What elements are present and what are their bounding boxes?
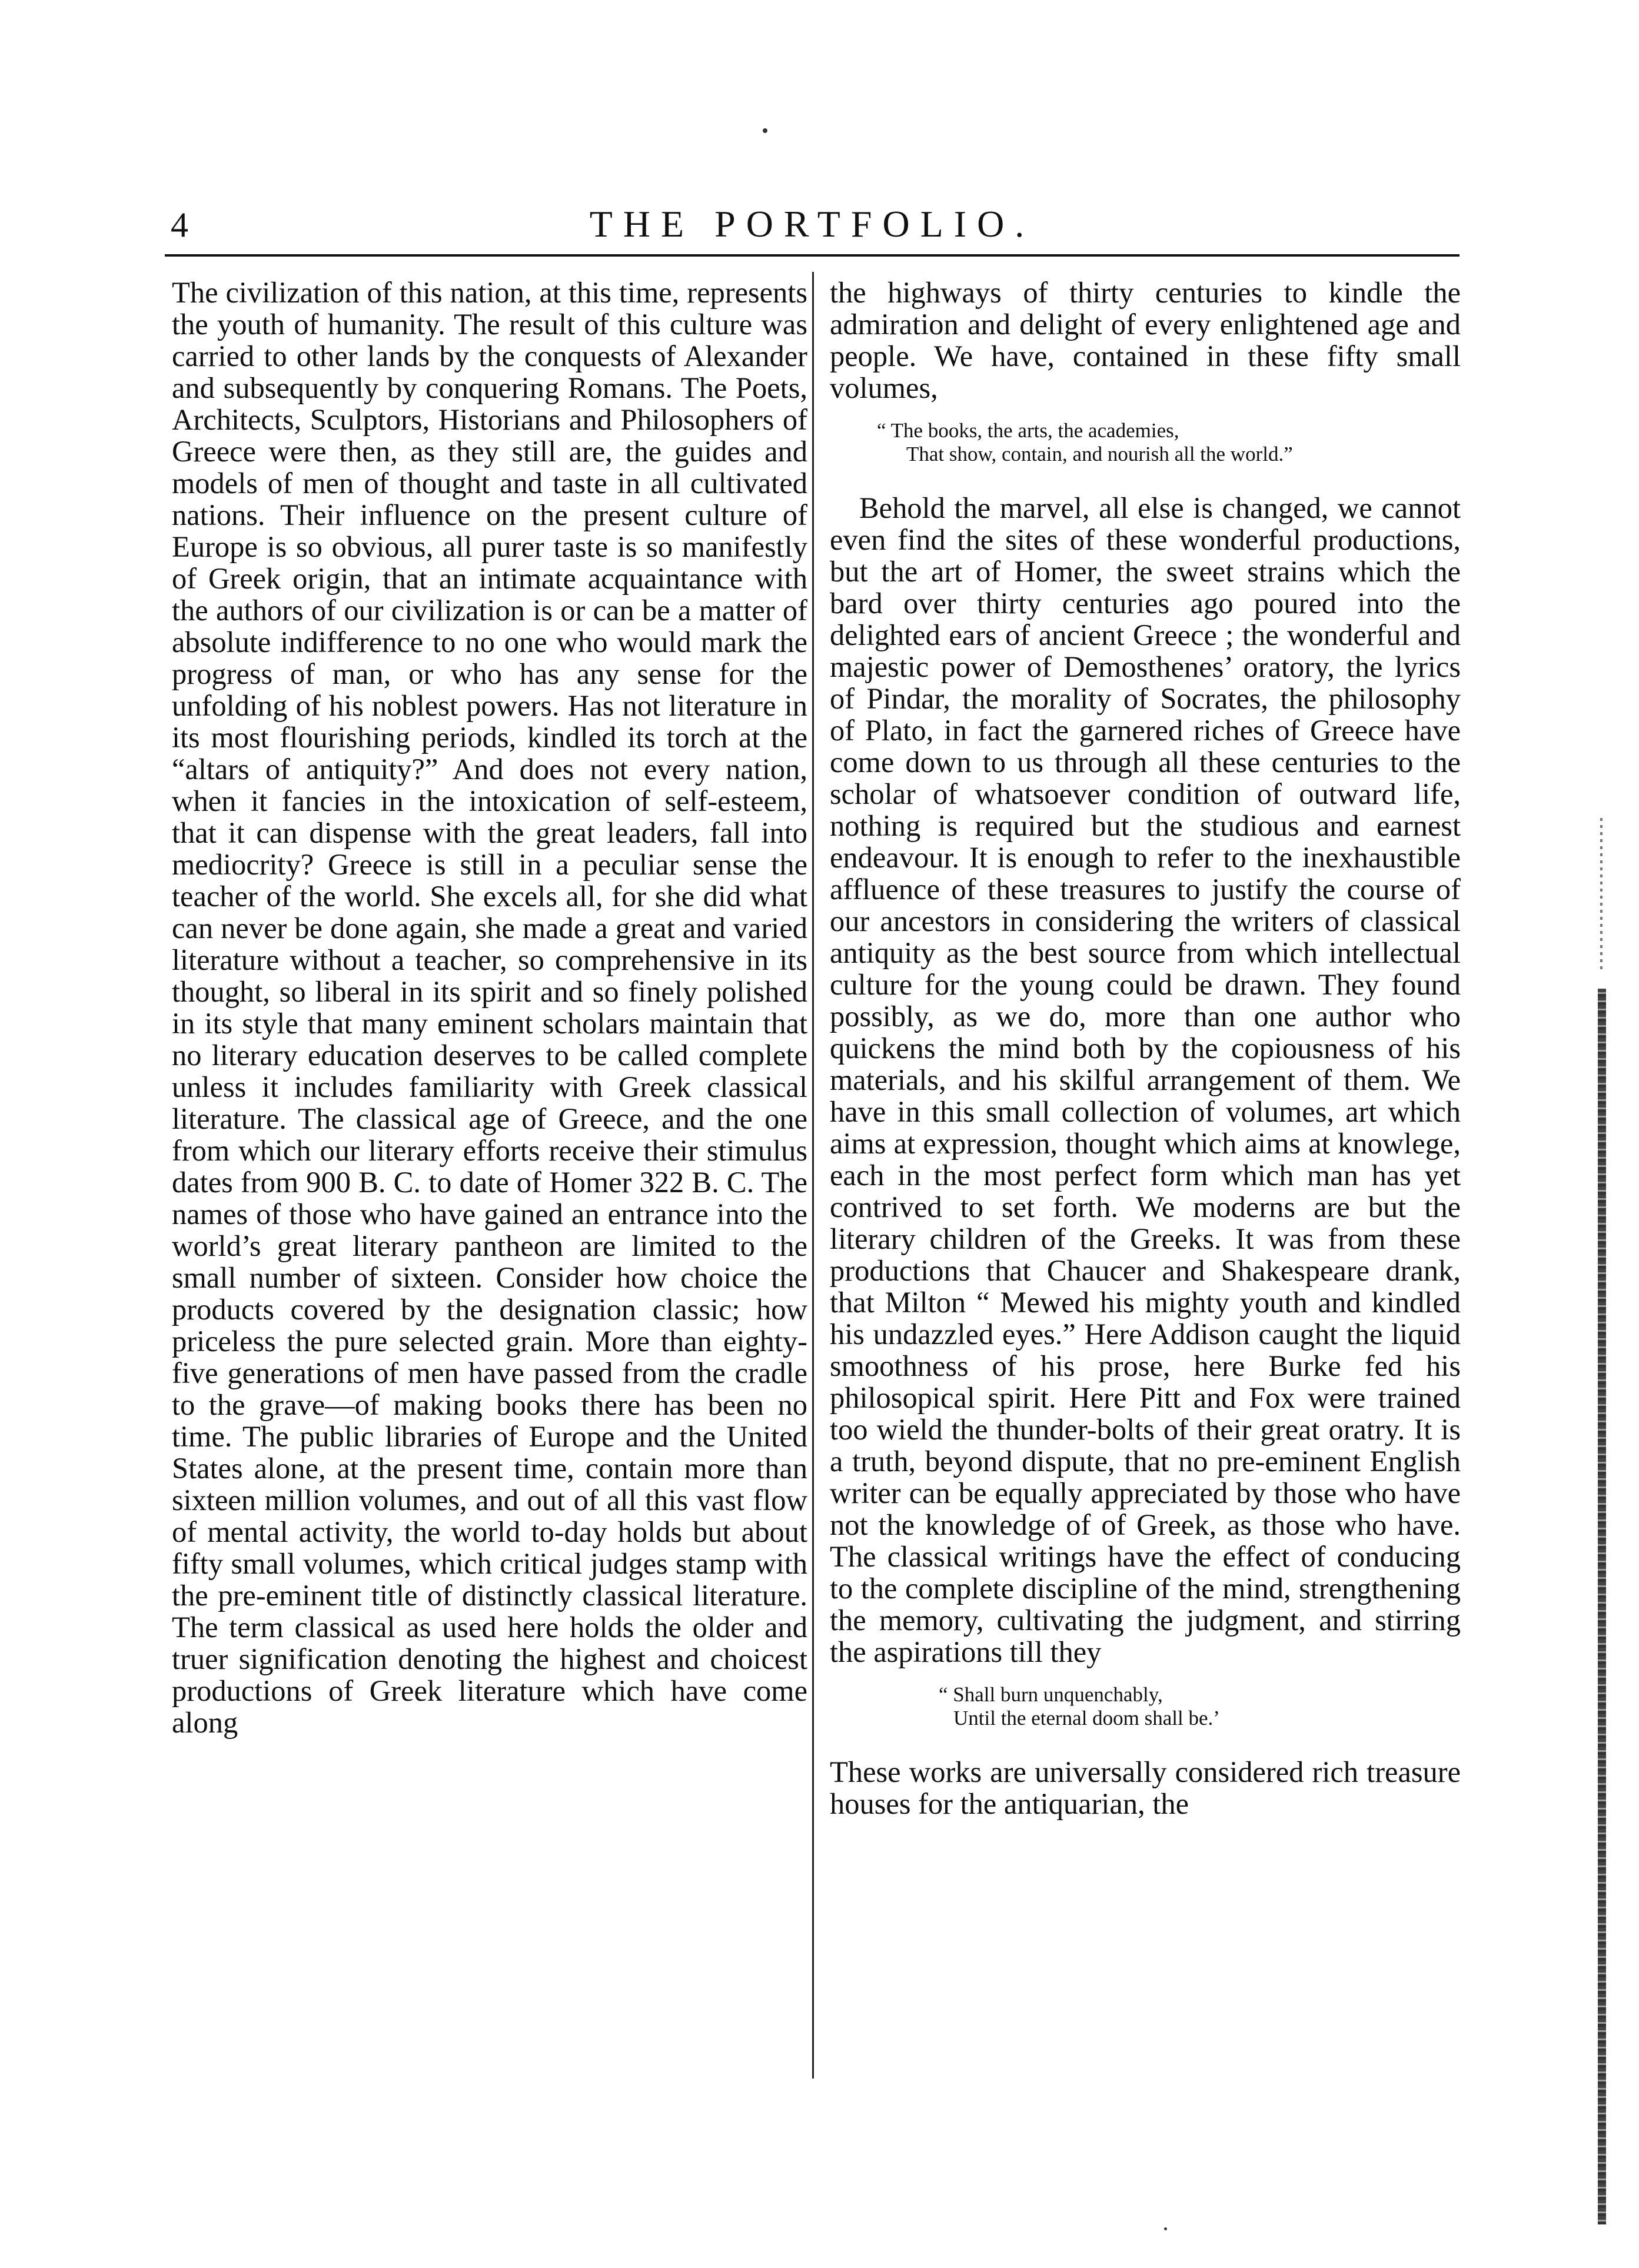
print-speck <box>1164 2227 1167 2230</box>
scan-edge-shadow <box>1598 989 1606 2224</box>
right-column <box>830 277 1461 1820</box>
verse-quote-2-line-2: Until the eternal doom shall be.’ <box>953 1707 1220 1730</box>
page-header <box>165 200 1460 257</box>
column-divider <box>812 272 814 2079</box>
right-column-paragraph-2: Behold the marvel, all else is changed, we cannot even find the sites of these wonderful productions, but the art of Homer, the sweet strains which the bard over thirty centuries ago poured into the delighted ears of ancient Greece ; the wonderful and majestic power of Demosthenes’ oratory, the lyrics of Pindar, the morality of Socrates, the philosophy of Plato, in fact the garnered riches of Greece have come down to us through all these centuries to the scholar of whatsoever condition of outward life, nothing is required but the studious and earnest endeavour. It is enough to refer to the inexhaustible affluence of these treasures to justify the course of our ancestors in considering the writers of classical antiquity as the best source from which intellectual culture for the young could be drawn. They found possibly, as we do, more than one author who quickens the mind both by the copiousness of his materials, and his skilful arrangement of them. We have in this small collection of volumes, art which aims at expression, thought which aims at knowlege, each in the most perfect form which man has yet contrived to set forth. We moderns are but the literary children of the Greeks. It was from these productions that Chaucer and Shakespeare drank, that Milton “ Mewed his mighty youth and kindled his undazzled eyes.” Here Addison caught the liquid smoothness of his prose, here Burke fed his philosopical spirit. Here Pitt and Fox were trained too wield the thunder-bolts of their great oratry. It is a truth, beyond dispute, that no pre-eminent English writer can be equally appreciated by those who have not the knowledge of of Greek, as those who have. The classical writings have the effect of conducing to the complete discipline of the mind, strengthening the memory, cultivating the judgment, and stirring the aspirations till they <box>830 491 1461 1668</box>
page-number: 4 <box>171 205 188 244</box>
running-title: THE PORTFOLIO. <box>589 203 1035 245</box>
right-column-paragraph-3: These works are universally considered rich treasure houses for the antiquarian, the <box>830 1755 1461 1820</box>
verse-quote-1-line-1: “ The books, the arts, the academies, <box>877 419 1179 442</box>
verse-quote-1 <box>830 419 1461 466</box>
verse-quote-2-line-1: “ Shall burn unquenchably, <box>939 1683 1163 1706</box>
verse-quote-1-line-2: That show, contain, and nourish all the world.” <box>906 443 1293 465</box>
left-column <box>172 277 807 1738</box>
verse-quote-2 <box>830 1683 1461 1730</box>
scan-edge-marks <box>1600 818 1603 971</box>
left-column-text: The civilization of this nation, at this time, represents the youth of humanity. The result of this culture was carried to other lands by the conquests of Alexander and subsequently by conquering Romans. The Poets, Architects, Sculptors, Historians and Philosophers of Greece were then, as they still are, the guides and models of men of thought and taste in all cultivated nations. Their influence on the present culture of Europe is so obvious, all purer taste is so manifestly of Greek origin, that an intimate acquaintance with the authors of our civilization is or can be a matter of absolute indifference to no one who would mark the progress of man, or who has any sense for the unfolding of his noblest powers. Has not literature in its most flourishing periods, kindled its torch at the “altars of antiquity?” And does not every nation, when it fancies in the intoxication of self-esteem, that it can dispense with the great leaders, fall into mediocrity? Greece is still in a peculiar sense the teacher of the world. She excels all, for she did what can never be done again, she made a great and varied literature without a teacher, so comprehensive in its thought, so liberal in its spirit and so finely polished in its style that many eminent scholars maintain that no literary education deserves to be called complete unless it includes familiarity with Greek classical literature. The classical age of Greece, and the one from which our literary efforts receive their stimulus dates from 900 B. C. to date of Homer 322 B. C. The names of those who have gained an entrance into the world’s great literary pantheon are limited to the small number of sixteen. Consider how choice the products covered by the designation classic; how priceless the pure selected grain. More than eighty-five generations of men have passed from the cradle to the grave—of making books there has been no time. The public libraries of Europe and the United States alone, at the present time, contain more than sixteen million volumes, and out of all this vast flow of mental activity, the world to-day holds but about fifty small volumes, which critical judges stamp with the pre-eminent title of distinctly classical literature. The term classical as used here holds the older and truer signification denoting the highest and choicest productions of Greek literature which have come along <box>172 276 807 1739</box>
print-speck <box>763 128 767 133</box>
right-column-paragraph-1: the highways of thirty centuries to kindle the admiration and delight of every enlightened age and people. We have, contained in these fifty small volumes, <box>830 276 1461 404</box>
